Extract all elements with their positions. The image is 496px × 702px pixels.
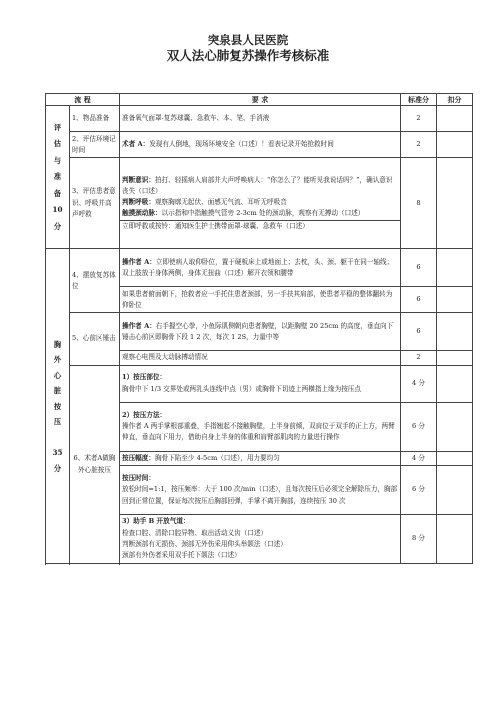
deduction-cell: [437, 249, 473, 287]
header-deduction: 扣分: [437, 94, 473, 106]
requirement-text: 准备氧气面罩-复苏球囊、急救车、本、笔、手消液: [120, 106, 401, 132]
score: 8: [401, 158, 437, 249]
score: 6 分: [401, 465, 437, 514]
table-row: [46, 158, 473, 249]
deduction-cell: [437, 451, 473, 465]
score: 6: [401, 287, 437, 313]
table-row: [46, 249, 473, 287]
requirement-text: 2）按压方法： 操作者 A 两手掌根部重叠，手指翘起不接触胸壁，上半身前倾，双肩位于双手的正上方，两臂伸直，垂直向下用力，借助自身上半身的体重和肩臂部肌肉的力量进行操作: [120, 402, 401, 451]
deduction-cell: [437, 365, 473, 402]
requirement-text: 按压幅度：胸骨下陷至少 4-5cm（口述），用力要均匀: [120, 451, 401, 465]
table-row: [46, 365, 473, 402]
requirement-text: 判断意识：拍打、轻摇病人肩部并大声呼唤病人：“你怎么了？能听见我说话吗？”，确认意识丧失（口述） 判断呼吸：观察胸廓无起伏、面感无气流、耳听无呼吸音 触摸颈动脉：以示指和中指触摸气管旁 2-3cm 处的颈动脉，观察有无搏动（口述） 立即呼救或按铃：通知医生护士携带面罩-球囊、急救车（口述）: [120, 158, 401, 249]
deduction-cell: [437, 402, 473, 451]
category-chest-compression: 胸 外 心 脏 按 压 35 分: [46, 249, 70, 564]
header-requirement: 要 求: [120, 94, 401, 106]
score: 6: [401, 249, 437, 287]
requirement-text: 操作者 A：立即使病人取仰卧位，置于硬板床上或地面上；去枕，头、颈、躯干在同一轴线；双上肢放于身体两侧，身体无扭曲（口述）解开衣领和腰带: [120, 249, 401, 287]
assessment-table: [45, 93, 473, 564]
category-assessment-prep: 评 估 与 准 备 10 分: [46, 106, 70, 249]
deduction-cell: [437, 313, 473, 351]
deduction-cell: [437, 106, 473, 132]
header-row: [46, 94, 473, 106]
requirement-text: 3）助手 B 开放气道： 检查口腔、清除口腔异物、取出活动义齿（口述） 判断颈部有无损伤、颈部无外伤采用仰头举颌法（口述） 颈部有外伤者采用双手托下颌法（口述）: [120, 514, 401, 563]
deduction-cell: [437, 514, 473, 563]
table-row: [46, 313, 473, 351]
requirement-text: 如果患者俯面朝下，抢救者应一手托住患者颈部，另一手扶其肩部，使患者平稳的整体翻转为仰卧位: [120, 287, 401, 313]
score: 6: [401, 313, 437, 351]
score: 2: [401, 132, 437, 158]
document-title: 双人法心肺复苏操作考核标准: [166, 48, 330, 63]
requirement-text: 1）按压部位： 胸骨中下 1/3 交界处或两乳头连线中点（男）或胸骨下切迹上两横指上缘为按压点: [120, 365, 401, 402]
score: 2: [401, 351, 437, 365]
step-label: 5、心前区锤击: [70, 313, 120, 365]
step-label: 1、物品准备: [70, 106, 120, 132]
deduction-cell: [437, 132, 473, 158]
table-row: [46, 132, 473, 158]
requirement-text: 按压时间： 放松时间=1:1，按压频率：大于 100 次/min（口述），且每次按压后必须完全解除压力，胸部回到正常位置，保证每次按压后胸部回弹，手掌不离开胸部，连续按压 30 次: [120, 465, 401, 514]
deduction-cell: [437, 351, 473, 365]
score: 6 分: [401, 402, 437, 451]
step-label: 2、评估环境记时间: [70, 132, 120, 158]
requirement-text: 观察心电图及大动脉搏动情况: [120, 351, 401, 365]
hospital-name: 突泉县人民医院: [207, 33, 289, 47]
deduction-cell: [437, 465, 473, 514]
header-standard-score: 标准分: [401, 94, 437, 106]
score: 4 分: [401, 365, 437, 402]
step-label: 4、摆放复苏体位: [70, 249, 120, 313]
requirement-text: 操作者 A：右手握空心拳，小鱼际肌侧朝向患者胸壁，以距胸壁 20 25cm 的高度，垂直向下锤击心前区即胸骨下段 1 2 次，每次 1 2S，力量中等: [120, 313, 401, 351]
header-process: 流 程: [46, 94, 120, 106]
score: 4 分: [401, 451, 437, 465]
step-label: 6、术者A做胸外心脏按压: [70, 365, 120, 564]
score: 8 分: [401, 514, 437, 563]
table-row: [46, 106, 473, 132]
score: 2: [401, 106, 437, 132]
step-label: 3、评估患者意识、呼吸并高声呼救: [70, 158, 120, 249]
deduction-cell: [437, 158, 473, 249]
deduction-cell: [437, 287, 473, 313]
requirement-text: 术者 A：发现有人倒地，现场环境安全（口述）！看表记录开始抢救时间: [120, 132, 401, 158]
